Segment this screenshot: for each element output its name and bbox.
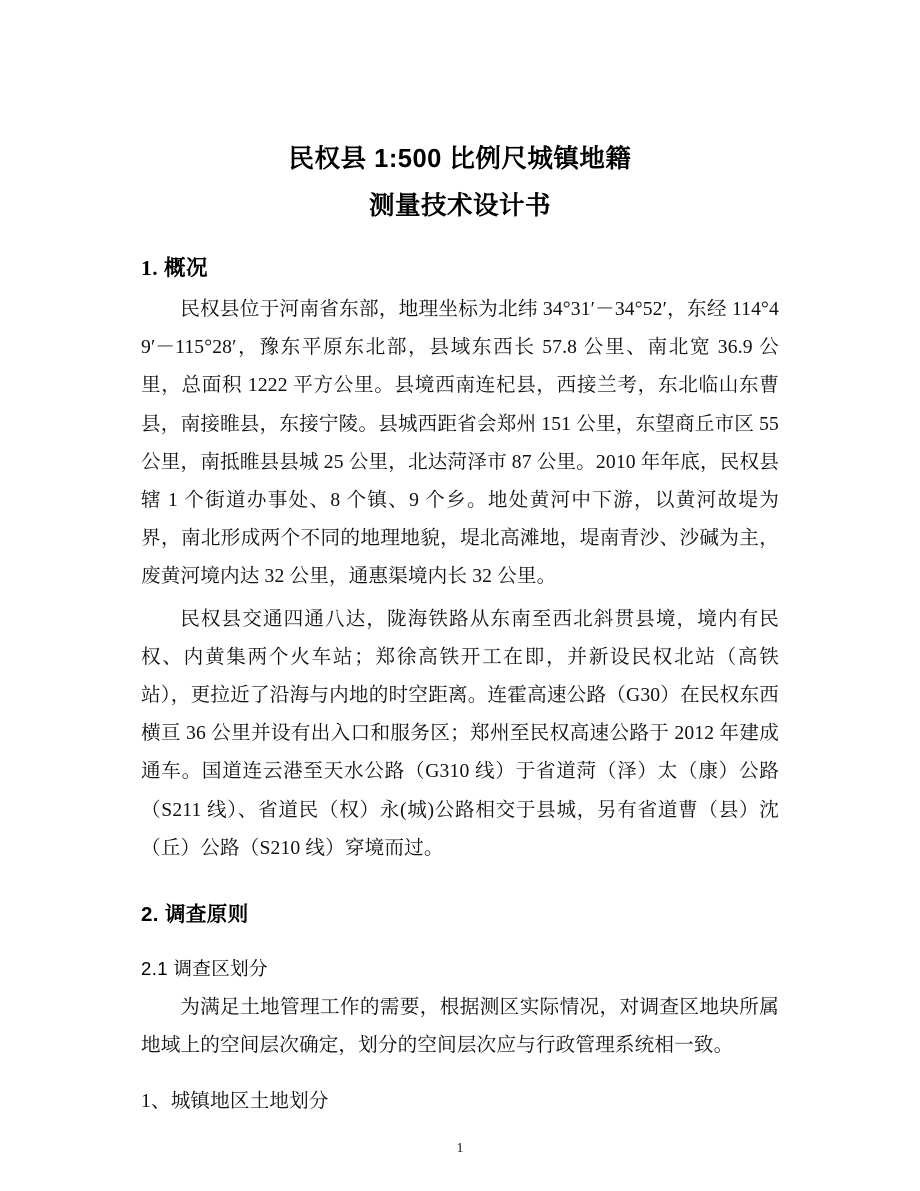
subsection-2-1-paragraph-1: 为满足土地管理工作的需要，根据测区实际情况，对调查区地块所属地域上的空间层次确定，划分的空间层次应与行政管理系统相一致。: [141, 997, 779, 1057]
section-heading-1: 1. 概况: [141, 256, 209, 280]
section-1-paragraph-1: 民权县位于河南省东部，地理坐标为北纬 34°31′－34°52′，东经 114°49′－115°28′，豫东平原东北部，县域东西长 57.8 公里、南北宽 36.9 公里，总面积 1222 平方公里。县境西南连杞县，西接兰考，东北临山东曹县，南接睢县，东接宁陵。县城西距省会郑州 151 公里，东望商丘市区 55 公里，南抵睢县县城 25 公里，北达菏泽市 87 公里。2010 年年底，民权县辖 1 个街道办事处、8 个镇、9 个乡。地处黄河中下游，以黄河故堤为界，南北形成两个不同的地理地貌，堤北高滩地，堤南青沙、沙碱为主，废黄河境内达 32 公里，通惠渠境内长 32 公里。: [141, 299, 779, 588]
document-title-line-1: 民权县 1:500 比例尺城镇地籍: [288, 145, 632, 173]
section-1-paragraph-2: 民权县交通四通八达，陇海铁路从东南至西北斜贯县境，境内有民权、内黄集两个火车站；郑徐高铁开工在即，并新设民权北站（高铁站），更拉近了沿海与内地的时空距离。连霍高速公路（G30）在民权东西横亘 36 公里并设有出入口和服务区；郑州至民权高速公路于 2012 年建成通车。国道连云港至天水公路（G310 线）于省道菏（泽）太（康）公路（S211 线）、省道民（权）永(城)公路相交于县城，另有省道曹（县）沈（丘）公路（S210 线）穿境而过。: [141, 608, 779, 859]
page-number: 1: [456, 1141, 464, 1156]
subsection-2-1-list-item-1: 1、城镇地区土地划分: [141, 1091, 329, 1113]
document-title-line-2: 测量技术设计书: [368, 192, 551, 220]
subsection-heading-2-1: 2.1 调查区划分: [141, 958, 268, 980]
document-title: [140, 0, 780, 229]
document-body: [141, 251, 779, 1122]
section-heading-2: 2. 调查原则: [141, 903, 249, 927]
